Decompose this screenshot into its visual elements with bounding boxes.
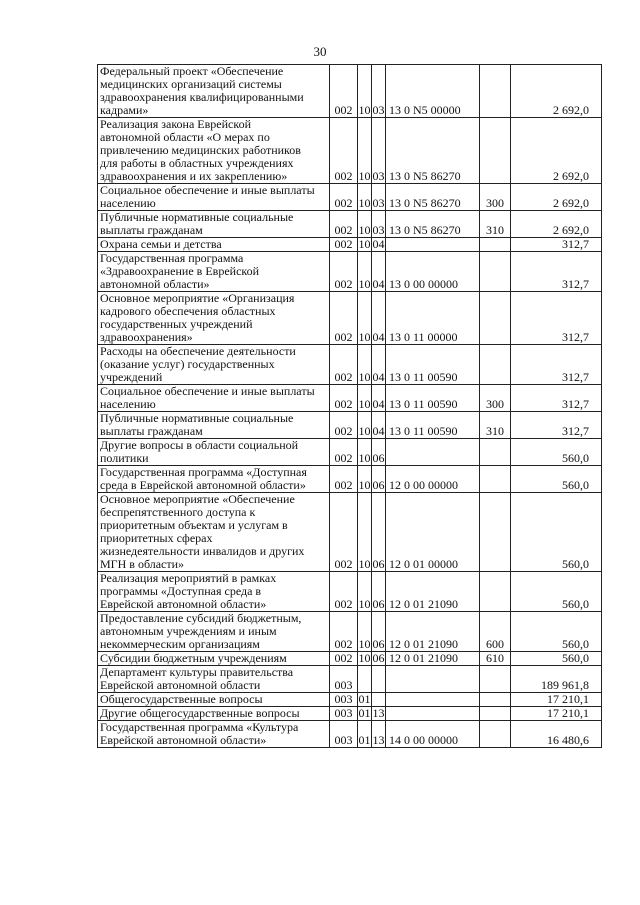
expense-type-cell: 310 [480,412,511,439]
admin-code-cell: 003 [330,721,358,748]
expense-type-cell [480,118,511,184]
expense-item-name-line: автономной области «О мерах по [100,130,270,144]
expense-item-name [98,252,330,292]
expense-item-name-line: МГН в области» [100,557,185,571]
expense-item-name-line: Расходы на обеспечение деятельности [100,344,296,358]
target-article-cell: 12 0 00 00000 [386,466,480,493]
expense-item-name-line: «Здравоохранение в Еврейской [100,264,260,278]
subsection-code-cell: 03 [372,184,386,211]
budget-table [97,64,602,748]
expense-item-name-line: Охрана семьи и детства [100,237,222,251]
expense-item-name [98,184,330,211]
expense-item-name-line: учреждений [100,370,163,384]
expense-item-name [98,721,330,748]
expense-type-cell [480,493,511,572]
admin-code-cell: 002 [330,238,358,252]
admin-code-cell: 002 [330,65,358,118]
section-code-cell: 10 [358,292,372,345]
expense-type-cell [480,345,511,385]
table-row [98,238,602,252]
section-code-cell: 10 [358,345,372,385]
admin-code-cell: 002 [330,211,358,238]
expense-item-name-line: Государственная программа «Культура [100,720,299,734]
amount-cell: 312,7 [511,385,602,412]
amount-cell: 17 210,1 [511,693,602,707]
table-row [98,292,602,345]
expense-type-cell: 610 [480,652,511,666]
admin-code-cell: 003 [330,693,358,707]
table-row [98,385,602,412]
expense-item-name-line: жизнедеятельности инвалидов и других [100,544,305,558]
admin-code-cell: 002 [330,184,358,211]
subsection-code-cell: 04 [372,385,386,412]
admin-code-cell: 003 [330,707,358,721]
table-row [98,439,602,466]
expense-item-name-line: здравоохранения квалифицированными [100,90,304,104]
amount-cell: 312,7 [511,252,602,292]
subsection-code-cell: 13 [372,721,386,748]
amount-cell: 560,0 [511,466,602,493]
page-number: 30 [313,44,327,59]
expense-item-name [98,612,330,652]
target-article-cell [386,707,480,721]
subsection-code-cell: 06 [372,572,386,612]
expense-type-cell [480,466,511,493]
subsection-code-cell: 03 [372,118,386,184]
table-row [98,666,602,693]
amount-cell: 16 480,6 [511,721,602,748]
amount-cell: 560,0 [511,493,602,572]
expense-item-name [98,493,330,572]
expense-type-cell [480,292,511,345]
target-article-cell [386,238,480,252]
amount-cell: 2 692,0 [511,184,602,211]
expense-item-name [98,238,330,252]
expense-type-cell [480,666,511,693]
expense-item-name-line: Еврейской автономной области [100,678,261,692]
expense-item-name [98,572,330,612]
expense-item-name-line: Федеральный проект «Обеспечение [100,64,284,78]
admin-code-cell: 002 [330,345,358,385]
target-article-cell: 13 0 N5 86270 [386,118,480,184]
subsection-code-cell: 03 [372,211,386,238]
table-row [98,211,602,238]
section-code-cell: 10 [358,118,372,184]
expense-item-name-line: Основное мероприятие «Организация [100,291,295,305]
table-row [98,721,602,748]
table-row [98,493,602,572]
expense-type-cell [480,252,511,292]
section-code-cell: 10 [358,651,371,665]
admin-code-cell: 002 [330,439,358,466]
amount-cell: 312,7 [511,292,602,345]
target-article-cell: 13 0 11 00590 [386,345,480,385]
subsection-code-cell [372,693,386,707]
admin-code-cell: 002 [330,385,358,412]
target-article-cell: 12 0 01 00000 [386,493,480,572]
expense-item-name-line: государственных учреждений [100,317,253,331]
target-article-cell [386,693,480,707]
section-code-cell: 01 [358,706,371,720]
section-code-cell: 01 [358,721,372,748]
expense-item-name-line: привлечению медицинских работников [100,143,301,157]
admin-code-cell: 002 [330,612,358,652]
target-article-cell: 12 0 01 21090 [386,572,480,612]
admin-code-cell: 002 [330,466,358,493]
expense-item-name-line: Государственная программа «Доступная [100,465,307,479]
subsection-code-cell: 06 [372,612,386,652]
amount-cell: 560,0 [511,572,602,612]
table-row [98,252,602,292]
expense-item-name-line: Государственная программа [100,251,244,265]
expense-item-name [98,466,330,493]
subsection-code-cell: 04 [372,345,386,385]
subsection-code-cell: 04 [372,412,386,439]
expense-type-cell: 300 [480,385,511,412]
table-row [98,118,602,184]
section-code-cell: 10 [358,466,372,493]
expense-item-name-line: некоммерческим организациям [100,637,260,651]
expense-item-name-line: здравоохранения» [100,330,193,344]
amount-cell: 560,0 [511,612,602,652]
expense-item-name-line: автономным учреждениям и иным [100,624,277,638]
amount-cell: 2 692,0 [511,118,602,184]
section-code-cell: 10 [358,184,372,211]
subsection-code-cell: 03 [372,65,386,118]
table-row [98,612,602,652]
section-code-cell: 10 [358,65,372,118]
expense-item-name-line: (оказание услуг) государственных [100,357,275,371]
amount-cell: 312,7 [511,345,602,385]
expense-item-name-line: Публичные нормативные социальные [100,210,294,224]
expense-item-name [98,707,330,721]
section-code-cell: 01 [358,692,371,706]
expense-item-name-line: населению [100,397,156,411]
table-row [98,184,602,211]
expense-item-name [98,652,330,666]
target-article-cell: 13 0 11 00590 [386,385,480,412]
section-code-cell [358,666,372,693]
amount-cell: 560,0 [511,652,602,666]
expense-type-cell [480,693,511,707]
section-code-cell: 10 [358,211,372,238]
subsection-code-cell: 13 [372,706,385,720]
expense-type-cell [480,238,511,252]
section-code-cell: 10 [358,439,372,466]
amount-cell: 189 961,8 [511,666,602,693]
expense-item-name-line: приоритетных сферах [100,531,213,545]
expense-item-name-line: Реализация закона Еврейской [100,117,252,131]
expense-item-name-line: Социальное обеспечение и иные выплаты [100,384,315,398]
expense-item-name-line: автономной области» [100,277,210,291]
admin-code-cell: 002 [330,412,358,439]
expense-type-cell: 600 [480,612,511,652]
expense-item-name-line: Еврейской автономной области» [100,597,267,611]
expense-item-name-line: Публичные нормативные социальные [100,411,294,425]
amount-cell: 2 692,0 [511,65,602,118]
target-article-cell: 13 0 N5 00000 [386,65,480,118]
expense-item-name-line: населению [100,196,156,210]
subsection-code-cell: 06 [372,439,386,466]
section-code-cell: 10 [358,252,372,292]
expense-item-name-line: кадрами» [100,103,149,117]
subsection-code-cell: 06 [372,493,386,572]
section-code-cell: 10 [358,237,371,251]
expense-item-name-line: Еврейской автономной области» [100,733,267,747]
expense-item-name-line: Социальное обеспечение и иные выплаты [100,183,315,197]
table-row [98,65,602,118]
expense-type-cell [480,65,511,118]
expense-item-name-line: Другие общегосударственные вопросы [100,706,300,720]
subsection-code-cell: 06 [372,466,386,493]
expense-item-name [98,385,330,412]
amount-cell: 2 692,0 [511,211,602,238]
expense-item-name-line: программы «Доступная среда в [100,584,262,598]
target-article-cell [386,439,480,466]
expense-item-name [98,65,330,118]
subsection-code-cell: 04 [372,237,385,251]
table-row [98,572,602,612]
subsection-code-cell: 04 [372,292,386,345]
expense-item-name-line: среда в Еврейской автономной области» [100,478,306,492]
table-row [98,693,602,707]
table-row [98,707,602,721]
amount-cell: 560,0 [511,439,602,466]
expense-item-name-line: здравоохранения и их закреплению» [100,169,288,183]
section-code-cell: 10 [358,572,372,612]
admin-code-cell: 002 [330,493,358,572]
expense-item-name [98,345,330,385]
section-code-cell: 10 [358,493,372,572]
section-code-cell: 10 [358,612,372,652]
expense-item-name-line: выплаты гражданам [100,223,203,237]
expense-item-name-line: приоритетным объектам и услугам в [100,518,288,532]
expense-item-name-line: политики [100,451,149,465]
table-row [98,652,602,666]
target-article-cell: 13 0 00 00000 [386,252,480,292]
admin-code-cell: 002 [330,572,358,612]
expense-item-name-line: кадрового обеспечения областных [100,304,276,318]
target-article-cell [386,666,480,693]
table-row [98,466,602,493]
section-code-cell: 10 [358,412,372,439]
amount-cell: 312,7 [511,238,602,252]
table-row [98,345,602,385]
expense-item-name [98,211,330,238]
expense-item-name [98,666,330,693]
expense-item-name [98,292,330,345]
expense-item-name-line: Общегосударственные вопросы [100,692,263,706]
expense-item-name [98,412,330,439]
amount-cell: 312,7 [511,412,602,439]
table-row [98,412,602,439]
expense-item-name-line: Департамент культуры правительства [100,665,294,679]
expense-item-name [98,693,330,707]
expense-type-cell [480,439,511,466]
admin-code-cell: 002 [330,652,358,666]
expense-item-name-line: Другие вопросы в области социальной [100,438,299,452]
table-body [98,65,602,748]
target-article-cell: 13 0 11 00000 [386,292,480,345]
amount-cell: 17 210,1 [511,707,602,721]
target-article-cell: 12 0 01 21090 [386,652,480,666]
expense-type-cell [480,572,511,612]
target-article-cell: 13 0 N5 86270 [386,211,480,238]
expense-item-name-line: Субсидии бюджетным учреждениям [100,651,287,665]
expense-item-name [98,439,330,466]
expense-item-name-line: Основное мероприятие «Обеспечение [100,492,295,506]
target-article-cell: 13 0 N5 86270 [386,184,480,211]
expense-item-name-line: Предоставление субсидий бюджетным, [100,611,302,625]
expense-type-cell: 310 [480,211,511,238]
expense-item-name [98,118,330,184]
subsection-code-cell: 06 [372,651,385,665]
admin-code-cell: 002 [330,118,358,184]
expense-type-cell: 300 [480,184,511,211]
section-code-cell: 10 [358,385,372,412]
expense-type-cell [480,707,511,721]
subsection-code-cell: 04 [372,252,386,292]
expense-item-name-line: выплаты гражданам [100,424,203,438]
expense-item-name-line: беспрепятственного доступа к [100,505,256,519]
admin-code-cell: 003 [330,666,358,693]
expense-item-name-line: медицинских организаций системы [100,77,282,91]
admin-code-cell: 002 [330,252,358,292]
expense-item-name-line: Реализация мероприятий в рамках [100,571,277,585]
expense-item-name-line: для работы в областных учреждениях [100,156,294,170]
expense-type-cell [480,721,511,748]
target-article-cell: 13 0 11 00590 [386,412,480,439]
target-article-cell: 12 0 01 21090 [386,612,480,652]
target-article-cell: 14 0 00 00000 [386,721,480,748]
admin-code-cell: 002 [330,292,358,345]
subsection-code-cell [372,666,386,693]
